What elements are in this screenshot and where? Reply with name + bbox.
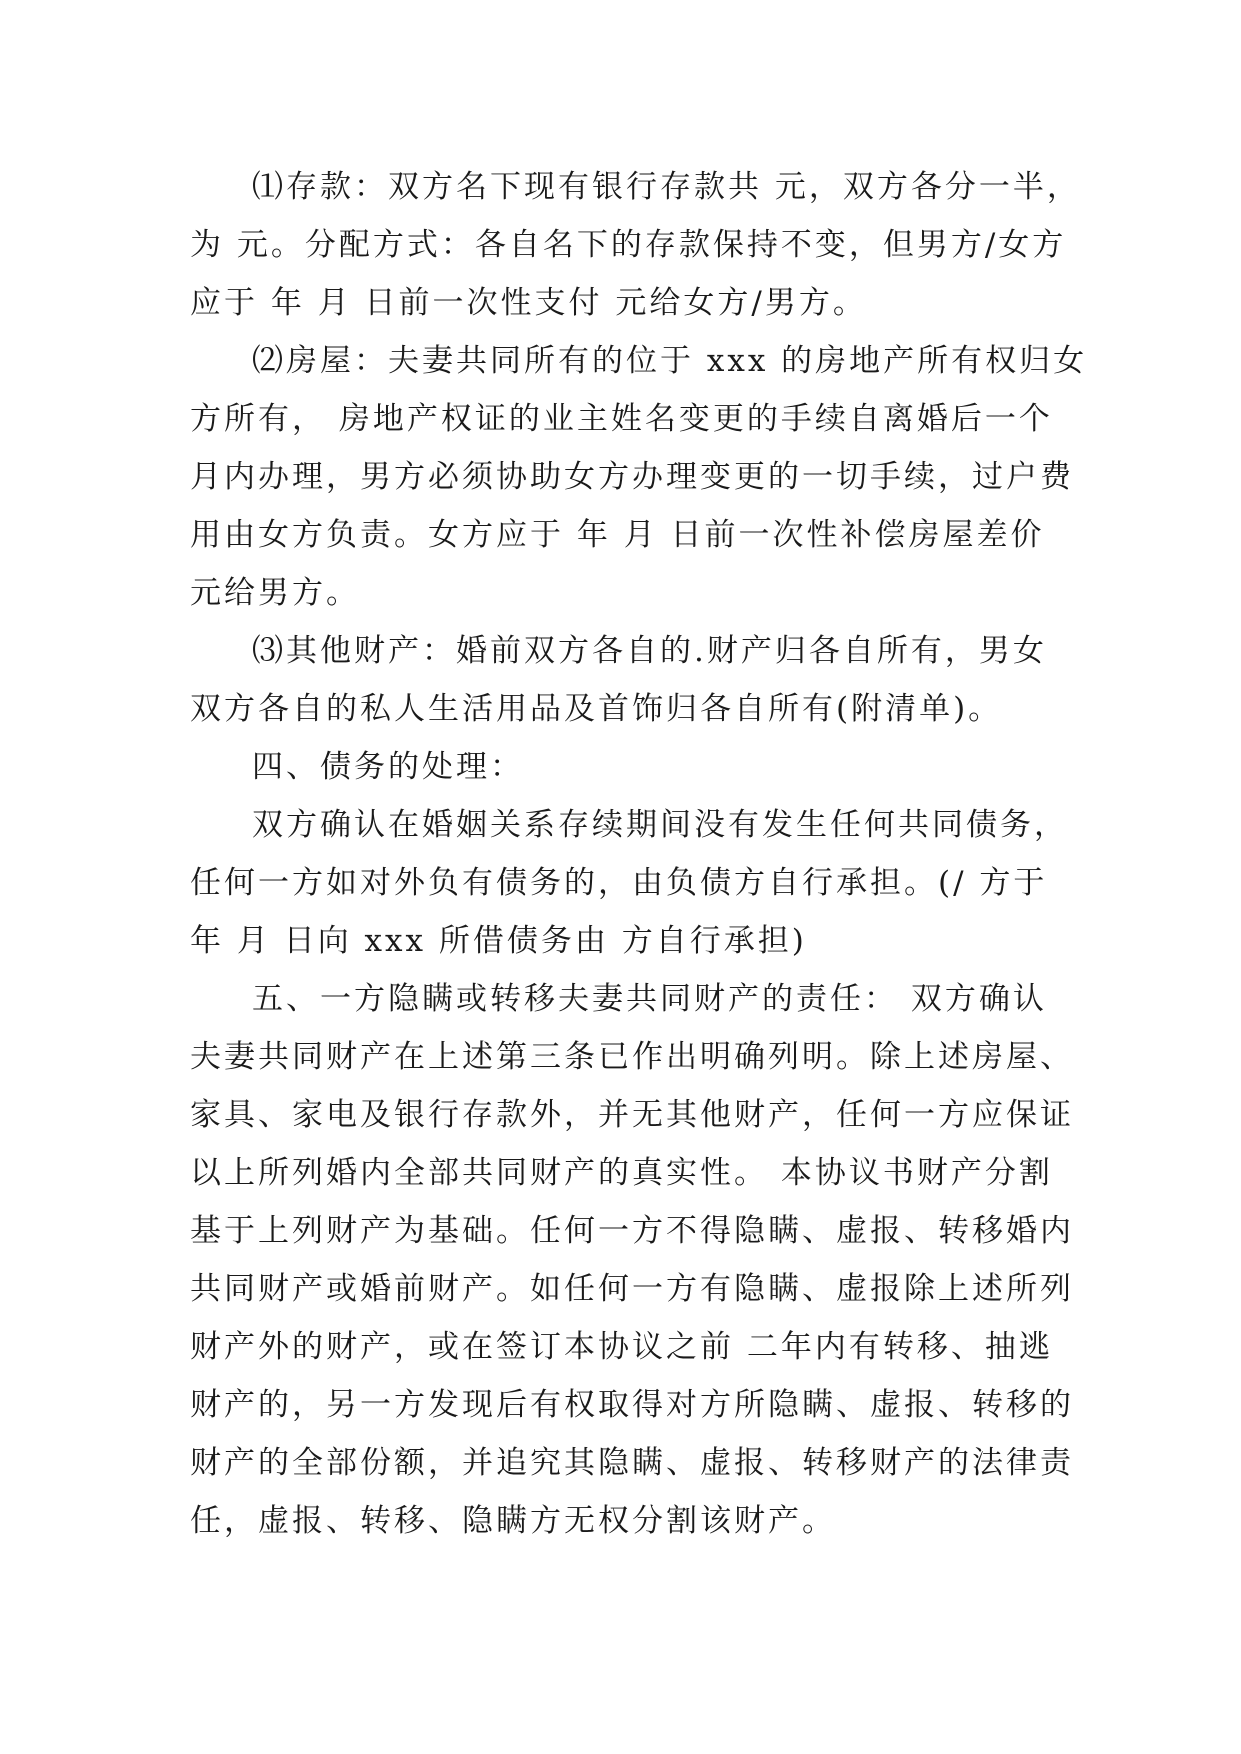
text-line: ⑶其他财产：婚前双方各自的.财产归各自所有，男女 <box>252 633 1047 669</box>
document-page <box>190 158 1088 1550</box>
text-line: 财产的全部份额，并追究其隐瞒、虚报、转移财产的法律责 <box>190 1445 1074 1481</box>
text-line: 家具、家电及银行存款外，并无其他财产，任何一方应保证 <box>190 1097 1074 1133</box>
section-heading: 五、一方隐瞒或转移夫妻共同财产的责任： 双方确认 <box>252 981 1047 1017</box>
text-line: 以上所列婚内全部共同财产的真实性。 本协议书财产分割 <box>190 1155 1053 1191</box>
section-heading: 四、债务的处理： <box>252 749 524 785</box>
text-line: 双方各自的私人生活用品及首饰归各自所有(附清单)。 <box>190 691 1003 727</box>
text-line: 任何一方如对外负有债务的，由负债方自行承担。(/ 方于 <box>190 865 1048 901</box>
text-line: ⑵房屋：夫妻共同所有的位于 xxx 的房地产所有权归女 <box>252 343 1088 379</box>
text-line: 共同财产或婚前财产。如任何一方有隐瞒、虚报除上述所列 <box>190 1271 1074 1307</box>
text-line: 为 元。分配方式：各自名下的存款保持不变，但男方/女方 <box>190 227 1067 263</box>
text-line: ⑴存款：双方名下现有银行存款共 元，双方各分一半， <box>252 169 1081 205</box>
text-line: 财产的，另一方发现后有权取得对方所隐瞒、虚报、转移的 <box>190 1387 1074 1423</box>
text-line: 应于 年 月 日前一次性支付 元给女方/男方。 <box>190 285 867 321</box>
text-line: 财产外的财产，或在签订本协议之前 二年内有转移、抽逃 <box>190 1329 1053 1365</box>
text-line: 基于上列财产为基础。任何一方不得隐瞒、虚报、转移婚内 <box>190 1213 1074 1249</box>
text-line: 任，虚报、转移、隐瞒方无权分割该财产。 <box>190 1503 836 1539</box>
text-line: 年 月 日向 xxx 所借债务由 方自行承担) <box>190 923 807 959</box>
text-line: 用由女方负责。女方应于 年 月 日前一次性补偿房屋差价 <box>190 517 1045 553</box>
text-line: 元给男方。 <box>190 575 360 611</box>
text-line: 方所有， 房地产权证的业主姓名变更的手续自离婚后一个 <box>190 401 1053 437</box>
text-line: 双方确认在婚姻关系存续期间没有发生任何共同债务， <box>252 807 1068 843</box>
text-line: 月内办理，男方必须协助女方办理变更的一切手续，过户费 <box>190 459 1074 495</box>
text-line: 夫妻共同财产在上述第三条已作出明确列明。除上述房屋、 <box>190 1039 1074 1075</box>
